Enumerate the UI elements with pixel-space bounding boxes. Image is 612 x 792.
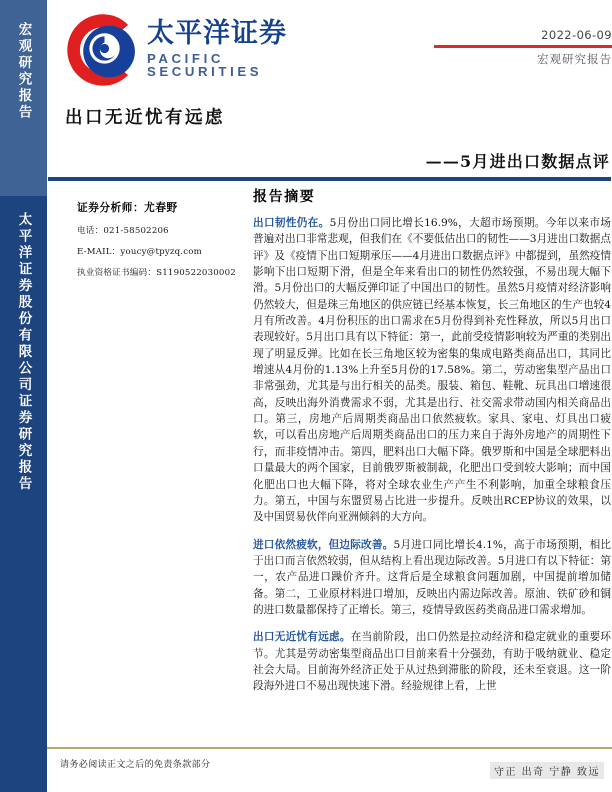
footer-motto: 守正 出奇 宁静 致远 xyxy=(490,762,604,779)
footer-disclaimer: 请务必阅读正文之后的免责条款部分 xyxy=(60,760,211,770)
analyst-info-card xyxy=(57,200,253,287)
paragraph-body: 5月进口同比增长4.1%，高于市场预期，相比于出口而言依然较弱，但从结构上看出现边际改善。5月进口有以下特征：第一，农产品进口躁价齐升。这背后是全球粮食问题加剧，中国提前增加储备。第二，工业原材料进口增加，反映出内需边际改善。原油、铁矿砂和铜的进口数量都保持了正增长。第三，疫情导致医药类商品进口需求增加。 xyxy=(253,538,612,616)
company-logo xyxy=(65,12,335,88)
logo-chinese-name: 太平洋证券 xyxy=(147,18,287,49)
summary-heading: 报告摘要 xyxy=(253,189,316,205)
report-date: 2022-06-09 xyxy=(541,28,612,42)
spine-label-macro-report: 宏观研究报告 xyxy=(0,0,47,196)
analyst-name: 证券分析师：尤春野 xyxy=(77,202,178,214)
page-title: 出口无近忧有远虑 xyxy=(65,108,225,128)
footer-divider xyxy=(47,747,612,749)
title-divider xyxy=(48,177,611,181)
paragraph-lead-in: 进口依然疲软，但边际改善。 xyxy=(253,538,394,551)
paragraph-body: 在当前阶段，出口仍然是拉动经济和稳定就业的重要环节。尤其是劳动密集型商品出口目前来看十分强劲，有助于吸纳就业、稳定社会大局。目前海外经济正处于从过热到滞胀的阶段，还未至衰退。这一阶段海外进口不易出现快速下滑。经验规律上看，上世 xyxy=(253,631,612,693)
paragraph-body: 5月份出口同比增长16.9%，大超市场预期。今年以来市场普遍对出口非常悲观，但我们在《不要低估出口的韧性——3月进出口数据点评》及《疫情下出口短期承压——4月进出口数据点评》中都提到，虽然疫情影响下出口短期下滑，但是全年来看出口的韧性仍然较强，不易出现大幅下滑。5月份出口的大幅反弹印证了中国出口的韧性。虽然5月疫情对经济影响仍然较大，但是珠三角地区的供应链已经基本恢复，长三角地区的生产也较4月有所改善。4月份积压的出口需求在5月份得到补充性释放，所以5月出口表现较好。5月出口具有以下特征：第一，此前受疫情影响较为严重的类别出现了明显反弹。比如在长三角地区较为密集的集成电路类商品出口，其同比增速从4月份的1.13%上升至5月份的17.58%。第二，劳动密集型产品出口非常强劲，尤其是与出行相关的品类。服装、箱包、鞋靴、玩具出口增速很高，反映出海外消费需求不弱，尤其是出行、社交需求带动国内相关商品出口。第三，房地产后周期类商品出口依然疲软。家具、家电、灯具出口疲软，可以看出房地产后周期类商品出口的压力来自于海外房地产的周期性下行，而非疫情冲击。第四，肥料出口大幅下降。俄罗斯和中国是全球肥料出口量最大的两个国家，目前俄罗斯被制裁，化肥出口受到较大影响；而中国化肥出口也大幅下降，将对全球农业生产产生不利影响，加重全球粮食压力。第五，中国与东盟贸易占比进一步提升。反映出RCEP协议的效果，以及中国贸易伙伴向亚洲倾斜的大方向。 xyxy=(253,217,611,524)
summary-paragraph xyxy=(253,537,611,619)
report-summary-column xyxy=(253,186,611,706)
red-accent-rule xyxy=(434,45,612,48)
analyst-license: 执业资格证书编码：S1190522030002 xyxy=(77,268,236,278)
summary-paragraph xyxy=(253,629,611,694)
analyst-email: E-MAIL：youcy@tpyzq.com xyxy=(77,247,202,257)
pacific-securities-logo-icon xyxy=(65,12,141,88)
summary-paragraph xyxy=(253,215,611,526)
analyst-phone: 电话：021-58502206 xyxy=(77,226,169,236)
paragraph-lead-in: 出口韧性仍在。 xyxy=(253,217,330,229)
report-date-block xyxy=(372,28,612,67)
report-header xyxy=(47,0,612,100)
logo-english-name: PACIFIC SECURITIES xyxy=(147,51,263,80)
page-subtitle: ——5月进出口数据点评 xyxy=(425,152,610,171)
document-page xyxy=(47,0,612,792)
report-category-label: 宏观研究报告 xyxy=(537,51,612,66)
paragraph-lead-in: 出口无近忧有远虑。 xyxy=(253,631,351,644)
logo-wordmark xyxy=(147,20,335,78)
spine-label-company-research: 太平洋证券股份有限公司证券研究报告 xyxy=(0,196,47,792)
left-spine-sidebar xyxy=(0,0,47,792)
